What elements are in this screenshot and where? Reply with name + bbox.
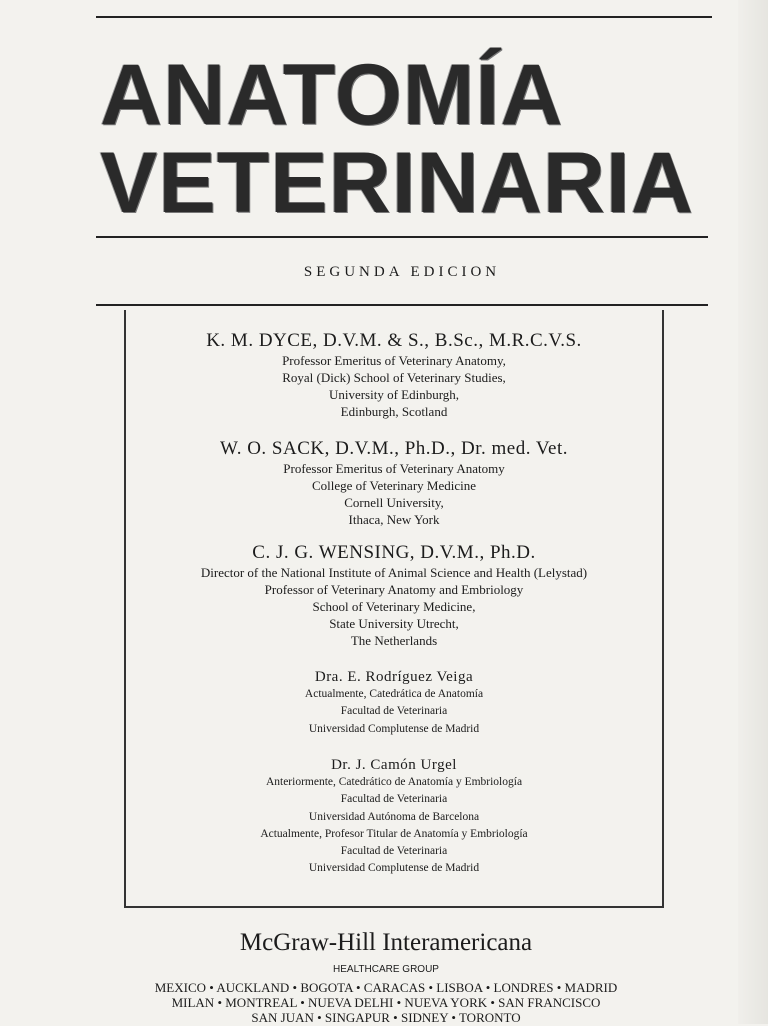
- affiliation-line: Facultad de Veterinaria: [340, 705, 448, 718]
- affiliation-line: Royal (Dick) School of Veterinary Studies,: [282, 370, 506, 385]
- affiliation-line: Universidad Complutense de Madrid: [308, 722, 480, 735]
- affiliation-line: Actualmente, Profesor Titular de Anatomía y Embriología: [260, 827, 528, 840]
- author-dyce: [126, 330, 662, 420]
- affiliation-line: State University Utrecht,: [329, 616, 459, 631]
- affiliation-line: Professor of Veterinary Anatomy and Embriology: [264, 582, 524, 597]
- publisher-cities-line-1: MEXICO • AUCKLAND • BOGOTA • CARACAS • LISBOA • LONDRES • MADRID: [154, 980, 618, 995]
- title-line-2: VETERINARIA: [100, 135, 694, 231]
- affiliation-line: Anteriormente, Catedrático de Anatomía y Embriología: [265, 776, 523, 788]
- affiliation-line: Professor Emeritus of Veterinary Anatomy: [283, 461, 505, 476]
- affiliation-line: Facultad de Veterinaria: [340, 793, 448, 806]
- affiliation-line: Edinburgh, Scotland: [340, 404, 448, 419]
- author-name: Dra. E. Rodríguez Veiga: [314, 669, 474, 685]
- affiliation-line: Professor Emeritus of Veterinary Anatomy,: [282, 353, 506, 368]
- affiliation-line: Universidad Complutense de Madrid: [308, 862, 480, 875]
- author-rodriguez-veiga: [126, 668, 662, 738]
- authors-top-rule: [96, 304, 708, 306]
- publisher-cities-line-3: SAN JUAN • SINGAPUR • SIDNEY • TORONTO: [251, 1010, 521, 1025]
- publisher-cities-line-2: MILAN • MONTREAL • NUEVA DELHI • NUEVA YORK • SAN FRANCISCO: [171, 995, 601, 1010]
- affiliation-line: Facultad de Veterinaria: [340, 845, 448, 858]
- affiliation-line: Cornell University,: [344, 495, 444, 510]
- author-sack: [126, 438, 662, 528]
- author-camon-urgel: [126, 756, 662, 878]
- edition-label: SEGUNDA EDICION: [303, 264, 501, 280]
- author-name: K. M. DYCE, D.V.M. & S., B.Sc., M.R.C.V.S.: [206, 330, 582, 351]
- affiliation-line: College of Veterinary Medicine: [311, 478, 476, 493]
- affiliation-line: University of Edinburgh,: [328, 387, 460, 402]
- author-name: Dr. J. Camón Urgel: [331, 757, 457, 773]
- page-edge-shadow: [738, 0, 768, 1024]
- affiliation-line: School of Veterinary Medicine,: [312, 599, 476, 614]
- title-line-1: ANATOMÍA: [100, 47, 564, 143]
- top-rule: [96, 16, 712, 18]
- affiliation-line: Actualmente, Catedrática de Anatomía: [304, 688, 484, 700]
- title-bottom-rule: [96, 236, 708, 238]
- affiliation-line: The Netherlands: [350, 633, 438, 648]
- affiliation-line: Universidad Autónoma de Barcelona: [308, 810, 480, 823]
- author-name: W. O. SACK, D.V.M., Ph.D., Dr. med. Vet.: [220, 438, 568, 459]
- affiliation-line: Ithaca, New York: [348, 512, 440, 527]
- author-name: C. J. G. WENSING, D.V.M., Ph.D.: [252, 542, 536, 563]
- affiliation-line: Director of the National Institute of Animal Science and Health (Lelystad): [200, 565, 588, 580]
- author-wensing: [126, 542, 662, 649]
- authors-box: [124, 310, 664, 908]
- publisher-name: McGraw-Hill Interamericana: [239, 929, 533, 956]
- publisher-group: HEALTHCARE GROUP: [333, 964, 439, 975]
